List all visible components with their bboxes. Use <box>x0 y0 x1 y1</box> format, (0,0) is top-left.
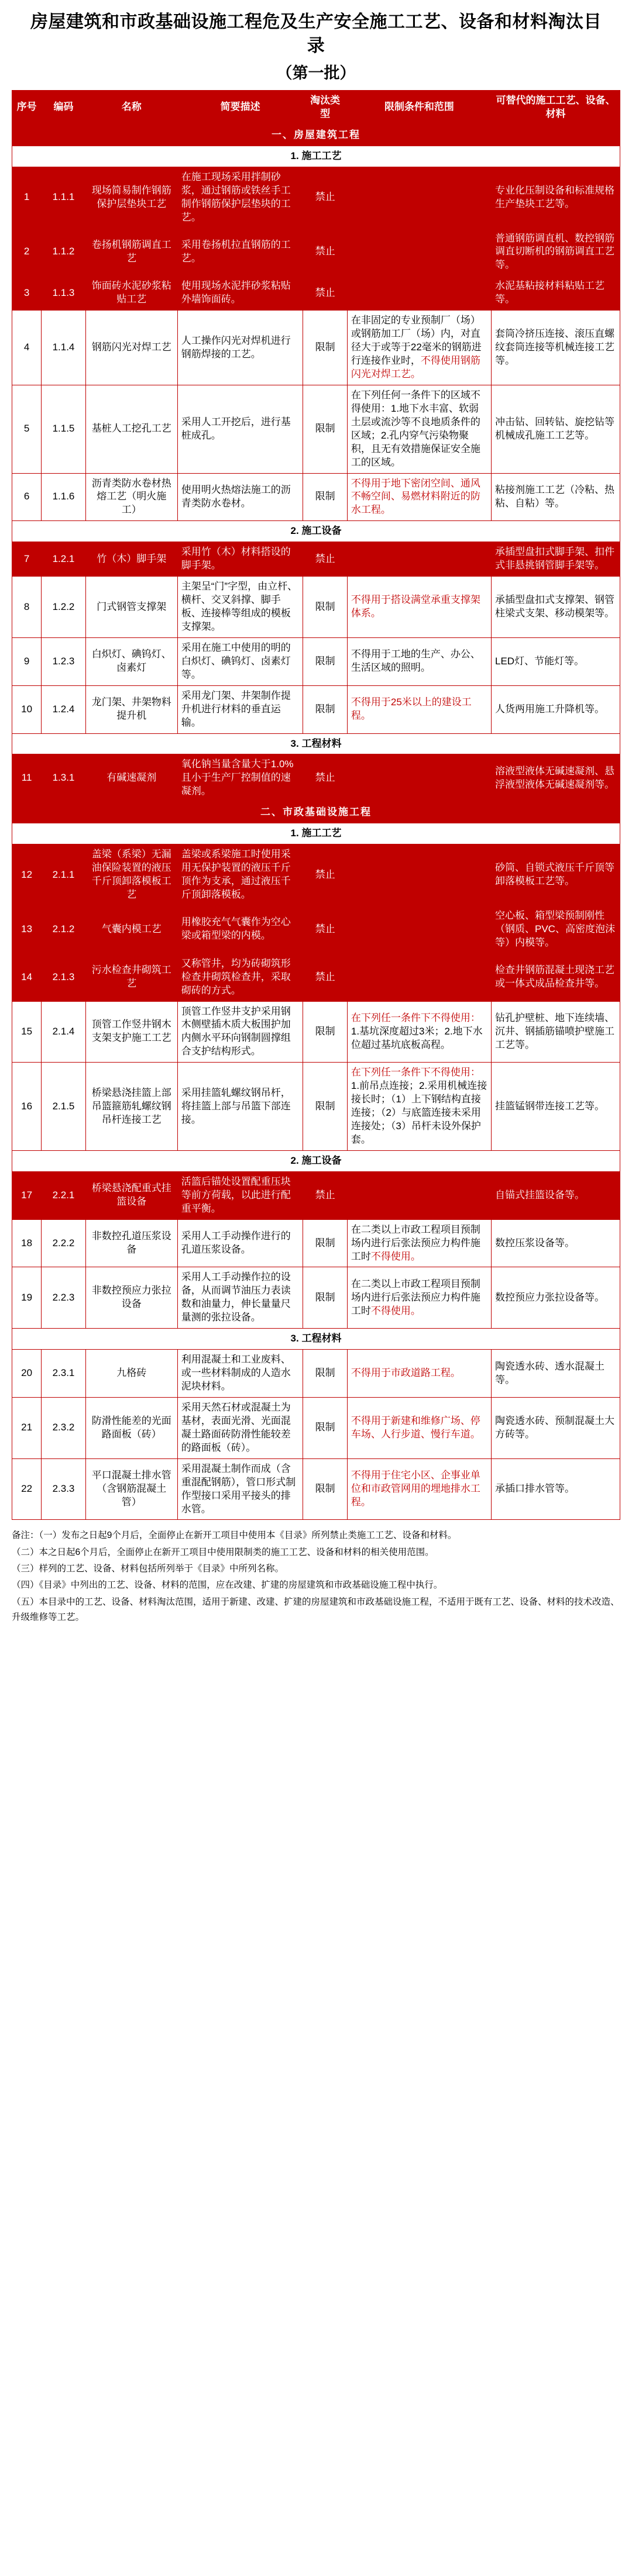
section-header-label: 二、市政基础设施工程 <box>12 802 620 823</box>
row-alternative: 数控预应力张拉设备等。 <box>492 1267 620 1329</box>
row-limit-scope <box>347 1171 491 1219</box>
table-row <box>12 637 620 685</box>
row-index: 9 <box>12 637 42 685</box>
note-line: 备注：（一）发布之日起9个月后，全面停止在新开工项目中使用本《目录》所列禁止类施工工艺、设备和材料。 <box>12 1530 457 1541</box>
row-code: 1.2.1 <box>42 542 85 577</box>
row-limit-emphasis: 不得用于市政道路工程。 <box>351 1367 461 1379</box>
row-obsolete-type: 禁止 <box>303 953 347 1001</box>
row-description: 顶管工作竖井支护采用钢木侧壁插木质大板围护加内侧水平环向钢制圆撑组合支护结构形式。 <box>177 1001 303 1063</box>
row-description: 主架呈“门”字型，由立杆、横杆、交叉斜撑、脚手板、连接棒等组成的模板支撑架。 <box>177 577 303 638</box>
section-header-label: 一、房屋建筑工程 <box>12 125 620 146</box>
table-body <box>12 125 620 1520</box>
row-limit-scope <box>347 754 491 802</box>
row-obsolete-type: 禁止 <box>303 844 347 906</box>
row-limit-emphasis: 不得用于地下密闭空间、通风不畅空间、易燃材料附近的防水工程。 <box>351 477 480 516</box>
row-name: 防滑性能差的光面路面板（砖） <box>85 1397 177 1458</box>
row-name: 污水检查井砌筑工艺 <box>85 953 177 1001</box>
table-row <box>12 385 620 473</box>
row-description: 采用挂篮轧螺纹钢吊杆，将挂篮上部与吊篮下部连接。 <box>177 1063 303 1151</box>
note-line: （二）本之日起6个月后，全面停止在新开工项目中使用限制类的施工工艺、设备和材料的相关使用范围。 <box>12 1547 434 1557</box>
row-limit-scope <box>347 167 491 228</box>
document-title: 房屋建筑和市政基础设施工程危及生产安全施工工艺、设备和材料淘汰目录 <box>30 12 602 56</box>
row-index: 17 <box>12 1171 42 1219</box>
table-row <box>12 228 620 276</box>
row-description: 采用卷扬机拉直钢筋的工艺。 <box>177 228 303 276</box>
row-name: 气囊内模工艺 <box>85 905 177 953</box>
subsection-header-row <box>12 1150 620 1171</box>
row-limit-scope <box>347 577 491 638</box>
row-name: 基桩人工挖孔工艺 <box>85 385 177 473</box>
row-description: 人工操作闪光对焊机进行钢筋焊接的工艺。 <box>177 311 303 385</box>
row-name: 沥青类防水卷材热熔工艺（明火施工） <box>85 473 177 521</box>
row-index: 21 <box>12 1397 42 1458</box>
row-limit-scope <box>347 1397 491 1458</box>
row-alternative: 水泥基粘接材料粘贴工艺等。 <box>492 276 620 311</box>
row-limit-scope <box>347 473 491 521</box>
row-index: 2 <box>12 228 42 276</box>
row-code: 2.1.5 <box>42 1063 85 1151</box>
table-row <box>12 1350 620 1398</box>
row-description: 氧化钠当量含量大于1.0%且小于生产厂控制值的速凝剂。 <box>177 754 303 802</box>
row-alternative: 粘接剂施工工艺（冷粘、热粘、自粘）等。 <box>492 473 620 521</box>
row-name: 九格砖 <box>85 1350 177 1398</box>
row-obsolete-type: 禁止 <box>303 276 347 311</box>
row-obsolete-type: 禁止 <box>303 1171 347 1219</box>
row-limit-scope <box>347 542 491 577</box>
row-name: 竹（木）脚手架 <box>85 542 177 577</box>
row-alternative: 检查井钢筋混凝土现浇工艺或一体式成品检查井等。 <box>492 953 620 1001</box>
row-code: 1.1.3 <box>42 276 85 311</box>
row-description: 采用在施工中使用的明的白炽灯、碘钨灯、卤素灯等。 <box>177 637 303 685</box>
row-obsolete-type: 限制 <box>303 473 347 521</box>
row-index: 4 <box>12 311 42 385</box>
table-row <box>12 311 620 385</box>
section-header-row <box>12 125 620 146</box>
row-name: 卷扬机钢筋调直工艺 <box>85 228 177 276</box>
row-code: 1.1.1 <box>42 167 85 228</box>
subsection-header-label: 2. 施工设备 <box>12 521 620 542</box>
row-limit-scope: 在二类以上市政工程项目预制场内进行后张法预应力构件施工时不得使用。 <box>347 1267 491 1329</box>
row-alternative: 承插型盘扣式支撑架、钢管柱梁式支架、移动模架等。 <box>492 577 620 638</box>
row-alternative: 套筒冷挤压连接、滚压直螺纹套筒连接等机械连接工艺等。 <box>492 311 620 385</box>
row-index: 3 <box>12 276 42 311</box>
row-description: 采用天然石材或混凝土为基材，表面光滑、光面混凝土路面砖防滑性能较差的路面板（砖）。 <box>177 1397 303 1458</box>
row-code: 1.1.4 <box>42 311 85 385</box>
row-description: 采用混凝土制作而成（含重混配钢筋），管口形式制作型接口采用平接头的排水管。 <box>177 1458 303 1520</box>
table-row <box>12 542 620 577</box>
row-index: 10 <box>12 685 42 733</box>
row-code: 2.1.4 <box>42 1001 85 1063</box>
row-index: 19 <box>12 1267 42 1329</box>
row-description: 在施工现场采用拌制砂浆，通过钢筋或铁丝手工制作钢筋保护层垫块的工艺。 <box>177 167 303 228</box>
row-description: 利用混凝土和工业废料、或一些材料制成的人造水泥块材料。 <box>177 1350 303 1398</box>
table-row <box>12 905 620 953</box>
row-alternative: 空心板、箱型梁预制刚性（钢质、PVC、高密度泡沫等）内模等。 <box>492 905 620 953</box>
th-limit: 限制条件和范围 <box>347 91 491 125</box>
document-subtitle: （第一批） <box>276 64 356 82</box>
th-no: 序号 <box>12 91 42 125</box>
row-limit-scope: 在下列任一条件下不得使用：1.前吊点连接；2.采用机械连接接长时；（1）上下钢结构直接连接；（2）与底篮连接未采用连接处；（3）吊杆未设外保护套。 <box>347 1063 491 1151</box>
row-code: 2.3.2 <box>42 1397 85 1458</box>
row-obsolete-type: 限制 <box>303 685 347 733</box>
row-index: 8 <box>12 577 42 638</box>
row-obsolete-type: 限制 <box>303 311 347 385</box>
row-code: 1.2.4 <box>42 685 85 733</box>
row-description: 采用龙门架、井架制作提升机进行材料的垂直运输。 <box>177 685 303 733</box>
row-code: 1.3.1 <box>42 754 85 802</box>
row-description: 用橡胶充气气囊作为空心梁或箱型梁的内模。 <box>177 905 303 953</box>
row-alternative: 数控压浆设备等。 <box>492 1219 620 1267</box>
th-name: 名称 <box>85 91 177 125</box>
row-name: 饰面砖水泥砂浆粘贴工艺 <box>85 276 177 311</box>
row-alternative: 陶瓷透水砖、透水混凝土等。 <box>492 1350 620 1398</box>
subsection-header-label: 2. 施工设备 <box>12 1150 620 1171</box>
row-name: 非数控预应力张拉设备 <box>85 1267 177 1329</box>
table-row <box>12 1458 620 1520</box>
row-description: 活篮后锚处设置配重压块等前方荷载，以此进行配重平衡。 <box>177 1171 303 1219</box>
row-index: 15 <box>12 1001 42 1063</box>
row-name: 平口混凝土排水管（含钢筋混凝土管） <box>85 1458 177 1520</box>
note-line: （三）样列的工艺、设备、材料包括所列举于《目录》中所列名称。 <box>12 1564 284 1574</box>
row-name: 顶管工作竖井钢木支架支护施工工艺 <box>85 1001 177 1063</box>
table-row <box>12 844 620 906</box>
table-row <box>12 1219 620 1267</box>
row-limit-scope <box>347 953 491 1001</box>
row-obsolete-type: 限制 <box>303 1063 347 1151</box>
row-code: 2.1.1 <box>42 844 85 906</box>
row-code: 2.2.1 <box>42 1171 85 1219</box>
row-description: 采用人工开挖后，进行基桩成孔。 <box>177 385 303 473</box>
row-name: 桥梁悬浇挂篮上部吊篮箍筋轧螺纹钢吊杆连接工艺 <box>85 1063 177 1151</box>
row-name: 非数控孔道压浆设备 <box>85 1219 177 1267</box>
row-code: 2.3.1 <box>42 1350 85 1398</box>
row-alternative: 普通钢筋调直机、数控钢筋调直切断机的钢筋调直工艺等。 <box>492 228 620 276</box>
row-index: 20 <box>12 1350 42 1398</box>
row-obsolete-type: 限制 <box>303 385 347 473</box>
row-limit-scope <box>347 844 491 906</box>
row-limit-scope: 在二类以上市政工程项目预制场内进行后张法预应力构件施工时不得使用。 <box>347 1219 491 1267</box>
row-obsolete-type: 禁止 <box>303 167 347 228</box>
row-index: 11 <box>12 754 42 802</box>
note-line: （四）《目录》中列出的工艺、设备、材料的范围，应在改建、扩建的房屋建筑和市政基础设施工程中执行。 <box>12 1580 443 1591</box>
row-code: 2.1.2 <box>42 905 85 953</box>
th-alt: 可替代的施工工艺、设备、材料 <box>492 91 620 125</box>
row-description: 盖梁或系梁施工时使用采用无保护装置的液压千斤顶作为支承，通过液压千斤顶卸落模板。 <box>177 844 303 906</box>
row-limit-scope: 在下列任一条件下不得使用：1.基坑深度超过3米；2.地下水位超过基坑底板高程。 <box>347 1001 491 1063</box>
subsection-header-row <box>12 733 620 754</box>
subsection-header-row <box>12 521 620 542</box>
row-alternative: 自锚式挂篮设备等。 <box>492 1171 620 1219</box>
row-alternative: LED灯、节能灯等。 <box>492 637 620 685</box>
row-alternative: 人货两用施工升降机等。 <box>492 685 620 733</box>
row-description: 使用现场水泥拌砂浆粘贴外墙饰面砖。 <box>177 276 303 311</box>
subsection-header-label: 3. 工程材料 <box>12 733 620 754</box>
row-name: 龙门架、井架物料提升机 <box>85 685 177 733</box>
table-row <box>12 754 620 802</box>
row-description: 又称管井，均为砖砌筑形检查井砌筑检查井，采取砌砖的方式。 <box>177 953 303 1001</box>
row-limit-scope: 在非固定的专业预制厂（场）或钢筋加工厂（场）内，对直径大于或等于22毫米的钢筋进行连接作业时，不得使用钢筋闪光对焊工艺。 <box>347 311 491 385</box>
row-name: 钢筋闪光对焊工艺 <box>85 311 177 385</box>
row-obsolete-type: 限制 <box>303 1397 347 1458</box>
obsolete-catalog-table <box>12 90 620 1520</box>
row-alternative: 砂筒、自锁式液压千斤顶等卸落模板工艺等。 <box>492 844 620 906</box>
row-limit-emphasis: 在下列任一条件下不得使用： <box>351 1067 480 1078</box>
row-obsolete-type: 禁止 <box>303 754 347 802</box>
row-name: 有碱速凝剂 <box>85 754 177 802</box>
row-limit-scope <box>347 276 491 311</box>
row-name: 盖梁（系梁）无漏油保险装置的液压千斤顶卸落模板工艺 <box>85 844 177 906</box>
row-limit-scope <box>347 685 491 733</box>
row-index: 22 <box>12 1458 42 1520</box>
table-row <box>12 473 620 521</box>
row-index: 12 <box>12 844 42 906</box>
row-index: 5 <box>12 385 42 473</box>
table-row <box>12 1001 620 1063</box>
subsection-header-row <box>12 1329 620 1350</box>
row-name: 桥梁悬浇配重式挂篮设备 <box>85 1171 177 1219</box>
th-type: 淘汰类型 <box>303 91 347 125</box>
row-limit-scope: 在下列任何一条件下的区域不得使用：1.地下水丰富、软弱土层或流沙等不良地质条件的区域；2.孔内穿气污染物聚积，且无有效措施保证安全施工的区域。 <box>347 385 491 473</box>
row-limit-scope <box>347 905 491 953</box>
row-obsolete-type: 禁止 <box>303 542 347 577</box>
section-header-row <box>12 802 620 823</box>
row-index: 1 <box>12 167 42 228</box>
note-line: （五）本目录中的工艺、设备、材料淘汰范围，适用于新建、改建、扩建的房屋建筑和市政基础设施工程，不适用于既有工艺、设备、材料的技术改造、升级维修等工艺。 <box>12 1596 620 1623</box>
subsection-header-label: 1. 施工工艺 <box>12 146 620 167</box>
th-code: 编码 <box>42 91 85 125</box>
row-alternative: 冲击钻、回转钻、旋挖钻等机械成孔施工工艺等。 <box>492 385 620 473</box>
row-code: 1.2.2 <box>42 577 85 638</box>
row-limit-emphasis: 不得使用。 <box>370 1250 421 1262</box>
row-code: 2.1.3 <box>42 953 85 1001</box>
row-obsolete-type: 限制 <box>303 1267 347 1329</box>
row-limit-scope <box>347 1350 491 1398</box>
table-row <box>12 276 620 311</box>
row-alternative: 专业化压制设备和标准规格生产垫块工艺等。 <box>492 167 620 228</box>
subsection-header-row <box>12 823 620 844</box>
row-obsolete-type: 禁止 <box>303 905 347 953</box>
row-limit-emphasis: 在下列任一条件下不得使用： <box>351 1012 480 1023</box>
row-obsolete-type: 限制 <box>303 1458 347 1520</box>
row-code: 2.2.2 <box>42 1219 85 1267</box>
notes-block <box>12 1528 620 1625</box>
row-index: 6 <box>12 473 42 521</box>
row-index: 13 <box>12 905 42 953</box>
row-limit-emphasis: 不得使用钢筋闪光对焊工艺。 <box>351 355 480 380</box>
row-limit-scope <box>347 1458 491 1520</box>
row-name: 白炽灯、碘钨灯、卤素灯 <box>85 637 177 685</box>
row-obsolete-type: 限制 <box>303 1001 347 1063</box>
row-obsolete-type: 限制 <box>303 577 347 638</box>
row-code: 1.1.6 <box>42 473 85 521</box>
table-row <box>12 1267 620 1329</box>
row-code: 1.1.5 <box>42 385 85 473</box>
row-limit-scope: 不得用于工地的生产、办公、生活区域的照明。 <box>347 637 491 685</box>
table-header <box>12 91 620 125</box>
table-row <box>12 953 620 1001</box>
row-index: 7 <box>12 542 42 577</box>
row-description: 采用人工手动操作进行的孔道压浆设备。 <box>177 1219 303 1267</box>
table-row <box>12 1397 620 1458</box>
row-limit-scope <box>347 228 491 276</box>
row-alternative: 陶瓷透水砖、预制混凝土大方砖等。 <box>492 1397 620 1458</box>
row-code: 2.2.3 <box>42 1267 85 1329</box>
row-alternative: 挂篮锰钢带连接工艺等。 <box>492 1063 620 1151</box>
subsection-header-label: 1. 施工工艺 <box>12 823 620 844</box>
row-obsolete-type: 限制 <box>303 637 347 685</box>
row-alternative: 钻孔护壁桩、地下连续墙、沉井、钢插筋锚喷护壁施工工艺等。 <box>492 1001 620 1063</box>
row-description: 采用人工手动操作拉的设备，从而调节油压力表读数和油量力，伸长量量尺量测的张拉设备。 <box>177 1267 303 1329</box>
row-limit-emphasis: 不得使用。 <box>370 1305 421 1316</box>
table-row <box>12 577 620 638</box>
table-row <box>12 1063 620 1151</box>
row-name: 门式钢管支撑架 <box>85 577 177 638</box>
row-code: 1.2.3 <box>42 637 85 685</box>
row-alternative: 溶液型液体无碱速凝剂、悬浮液型液体无碱速凝剂等。 <box>492 754 620 802</box>
row-obsolete-type: 禁止 <box>303 228 347 276</box>
row-code: 1.1.2 <box>42 228 85 276</box>
row-index: 14 <box>12 953 42 1001</box>
table-row <box>12 685 620 733</box>
row-limit-emphasis: 不得用于搭设满堂承重支撑架体系。 <box>351 594 480 619</box>
table-row <box>12 167 620 228</box>
subsection-header-row <box>12 146 620 167</box>
row-limit-emphasis: 不得用于住宅小区、企事业单位和市政管网用的埋地排水工程。 <box>351 1470 480 1508</box>
row-limit-emphasis: 不得用于25米以上的建设工程。 <box>351 696 472 722</box>
row-index: 16 <box>12 1063 42 1151</box>
row-obsolete-type: 限制 <box>303 1350 347 1398</box>
row-obsolete-type: 限制 <box>303 1219 347 1267</box>
row-limit-emphasis: 不得用于新建和维修广场、停车场、人行步道、慢行车道。 <box>351 1415 480 1440</box>
row-alternative: 承插型盘扣式脚手架、扣件式非悬挑钢管脚手架等。 <box>492 542 620 577</box>
row-code: 2.3.3 <box>42 1458 85 1520</box>
row-index: 18 <box>12 1219 42 1267</box>
row-alternative: 承插口排水管等。 <box>492 1458 620 1520</box>
subsection-header-label: 3. 工程材料 <box>12 1329 620 1350</box>
row-description: 使用明火热熔法施工的沥青类防水卷材。 <box>177 473 303 521</box>
th-desc: 简要描述 <box>177 91 303 125</box>
table-row <box>12 1171 620 1219</box>
row-description: 采用竹（木）材料搭设的脚手架。 <box>177 542 303 577</box>
row-name: 现场简易制作钢筋保护层垫块工艺 <box>85 167 177 228</box>
